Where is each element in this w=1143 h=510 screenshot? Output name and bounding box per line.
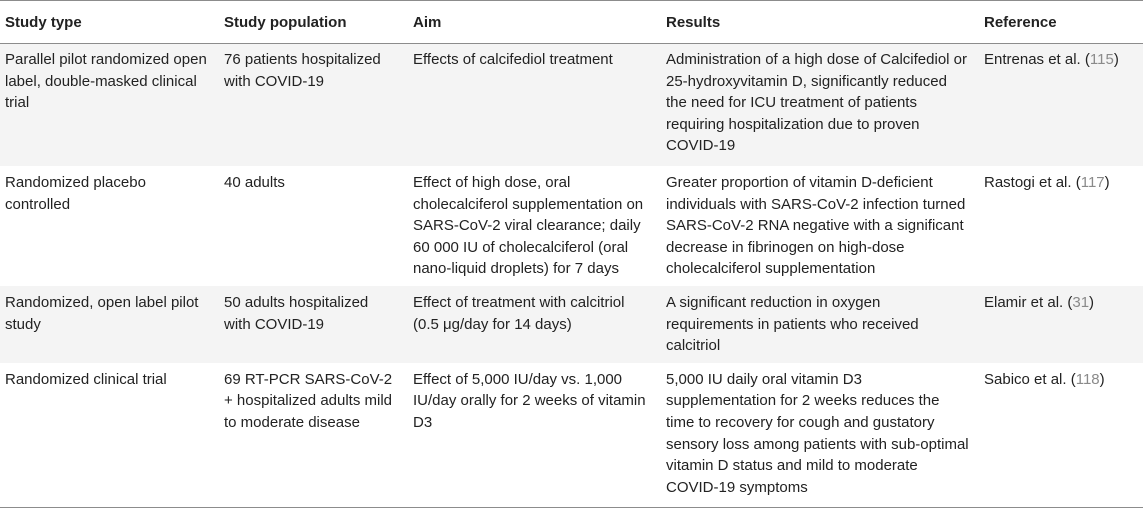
reference-link[interactable]: 31 (1072, 293, 1090, 311)
table-row (0, 44, 1143, 166)
cell-reference (979, 286, 1143, 363)
cell-study-population: 40 adults (224, 173, 285, 191)
table-body (0, 44, 1143, 508)
cell-reference (979, 363, 1143, 508)
header-row (0, 1, 1143, 44)
cell-study-population: 50 adults hospitalized with COVID-19 (219, 286, 408, 363)
cell-aim: Effect of 5,000 IU/day vs. 1,000 IU/day orally for 2 weeks of vitamin D3 (408, 363, 661, 508)
reference-author: Elamir et al. ( (984, 293, 1073, 311)
cell-results: 5,000 IU daily oral vitamin D3 supplementation for 2 weeks reduces the time to recovery for cough and gustatory sensory loss among patients with sub-optimal vitamin D status and mild to moderate COVID-19 symptoms (661, 363, 979, 508)
cell-study-population: 76 patients hospitalized with COVID-19 (219, 44, 408, 166)
cell-reference (979, 166, 1143, 286)
cell-results: Greater proportion of vitamin D-deficient individuals with SARS-CoV-2 infection turned SARS-CoV-2 RNA negative with a significant decrease in fibrinogen on high-dose cholecalciferol supplementation (666, 173, 966, 278)
cell-aim: Effects of calcifediol treatment (408, 44, 661, 166)
cell-study-type: Randomized placebo controlled (5, 173, 146, 213)
cell-study-type: Randomized, open label pilot study (0, 286, 219, 363)
header-study-population: Study population (219, 1, 408, 44)
reference-close: ) (1099, 370, 1105, 388)
header-study-type: Study type (0, 1, 219, 44)
cell-study-population: 69 RT-PCR SARS-CoV-2 + hospitalized adults mild to moderate disease (219, 363, 408, 508)
cell-results: Administration of a high dose of Calcifediol or 25-hydroxyvitamin D, significantly reduced the need for ICU treatment of patients requiring hospitalization due to proven COVID-19 (661, 44, 979, 166)
reference-link[interactable]: 118 (1075, 370, 1100, 388)
cell-reference (979, 44, 1143, 166)
header-aim: Aim (408, 1, 661, 44)
table-header (0, 1, 1143, 44)
reference-link[interactable]: 117 (1080, 173, 1105, 191)
reference-author: Sabico et al. ( (984, 370, 1076, 388)
reference-close: ) (1089, 293, 1095, 311)
reference-close: ) (1113, 51, 1119, 68)
reference-link[interactable]: 115 (1089, 51, 1114, 68)
table-row (0, 166, 1143, 286)
header-reference: Reference (979, 1, 1143, 44)
cell-results: A significant reduction in oxygen requirements in patients who received calcitriol (661, 286, 979, 363)
cell-aim: Effect of high dose, oral cholecalciferol supplementation on SARS-CoV-2 viral clearance; daily 60 000 IU of cholecalciferol (oral nano-liquid droplets) for 7 days (413, 173, 644, 278)
reference-close: ) (1104, 173, 1110, 191)
header-results: Results (661, 1, 979, 44)
table-row (0, 286, 1143, 363)
table-row (0, 363, 1143, 508)
cell-aim: Effect of treatment with calcitriol (0.5 μg/day for 14 days) (408, 286, 661, 363)
reference-author: Rastogi et al. ( (984, 173, 1081, 191)
reference-author: Entrenas et al. ( (984, 51, 1090, 68)
cell-study-type: Parallel pilot randomized open label, double-masked clinical trial (0, 44, 219, 166)
cell-study-type: Randomized clinical trial (0, 363, 219, 508)
